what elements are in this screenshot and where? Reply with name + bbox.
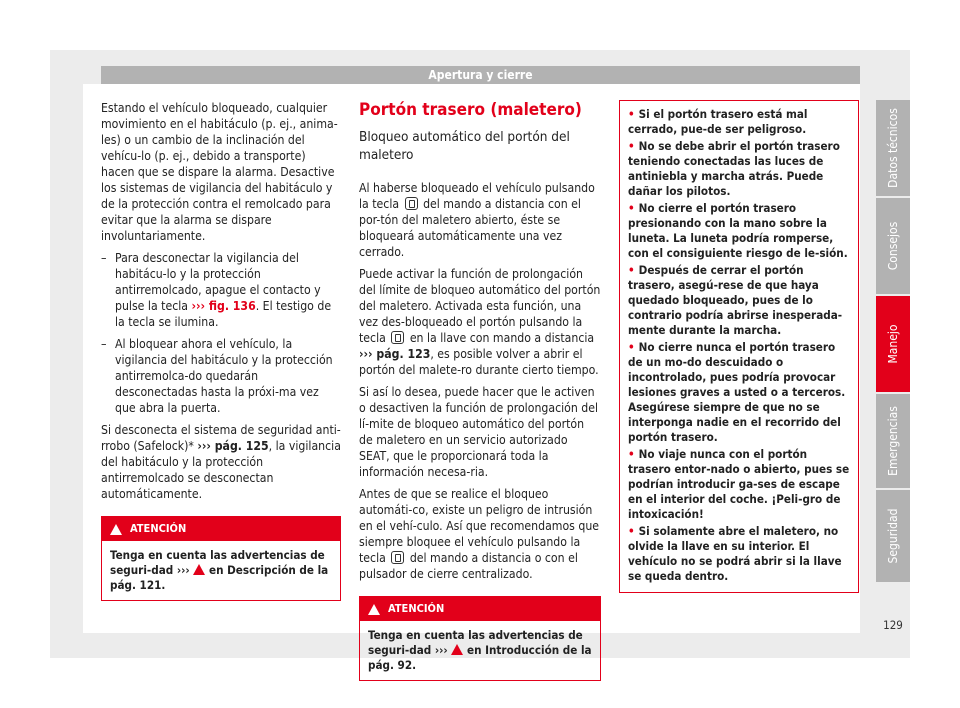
- paragraph-text-end: del mando a distancia o con el pulsador de cierre centralizado.: [359, 551, 578, 581]
- paragraph-text-end: , la vigilancia del habitáculo y la protección antirremolcado se desconectan automáticamente.: [101, 439, 341, 501]
- warning-triangle-icon: [368, 604, 380, 615]
- warning-title: ATENCIÓN: [388, 602, 445, 615]
- warning-link[interactable]: en Introducción de la pág. 92.: [368, 643, 592, 672]
- tab-label: Emergencias: [886, 406, 900, 476]
- lock-key-icon: [405, 197, 418, 210]
- bullet-text: Después de cerrar el portón trasero, asegú-rese de que haya quedado bloqueado, pues de lo contrario podría abrirse inesperada-mente durante la marcha.: [628, 263, 843, 337]
- bullet-icon: •: [628, 107, 635, 121]
- section-header: Apertura y cierre: [101, 66, 860, 84]
- column-middle: [359, 100, 601, 681]
- tab-seguridad[interactable]: [876, 490, 910, 582]
- list-item: [101, 336, 341, 422]
- tab-label: Consejos: [886, 221, 900, 271]
- bullet-icon: •: [628, 139, 635, 153]
- paragraph: Si así lo desea, puede hacer que le activen o desactiven la función de prolongación del lí-mite de bloqueo automático del portón de maletero en un servicio autorizado SEAT, que le proporcionará toda la información necesa-ria.: [359, 385, 599, 479]
- warning-body: [102, 541, 340, 600]
- tab-consejos[interactable]: [876, 198, 910, 294]
- bullet-text: Si el portón trasero está mal cerrado, pue-de ser peligroso.: [628, 107, 808, 136]
- warning-text: Tenga en cuenta las advertencias de seguri-dad ›››: [110, 548, 325, 577]
- intro-paragraph: Estando el vehículo bloqueado, cualquier movimiento en el habitáculo (p. ej., anima-les) o un cambio de la inclinación del vehícu-lo (p. ej., debido a transporte) hacen que se dispare la alarma. Desactive los sistemas de vigilancia del habitáculo y de la protección contra el remolcado para evitar que la alarma se dispare involuntariamente.: [101, 101, 338, 243]
- list-item-text: Al bloquear ahora el vehículo, la vigilancia del habitáculo y la protección antirremolca-do quedarán desconectadas hasta la próxi-ma vez que abra la puerta.: [115, 337, 333, 415]
- warning-title: ATENCIÓN: [130, 522, 187, 535]
- bullet-item: [628, 447, 850, 522]
- paragraph-text: Puede activar la función de prolongación del límite de bloqueo automático del portón del maletero. Activada esta función, una vez des-bloqueado el portón pulsando la tecla: [359, 267, 601, 345]
- dash-marker: –: [101, 251, 107, 265]
- paragraph-text: Al haberse bloqueado el vehículo pulsando la tecla: [359, 181, 595, 211]
- warning-body: [360, 621, 600, 680]
- bullet-icon: •: [628, 201, 635, 215]
- bullet-item: [628, 201, 850, 261]
- bullet-text: Si solamente abre el maletero, no olvide la llave en su interior. El vehículo no se podrá abrir si la llave se queda dentro.: [628, 524, 842, 583]
- trunk-key-icon: [391, 331, 404, 344]
- paragraph-text: Antes de que se realice el bloqueo automáti-co, existe un peligro de intrusión en el vehí-culo. Así que recomendamos que siempre bloquee el vehículo pulsando la tecla: [359, 487, 600, 565]
- paragraph-text-end: , es posible volver a abrir el portón del malete-ro durante cierto tiempo.: [359, 347, 599, 377]
- bullet-text: No cierre el portón trasero presionando con la mano sobre la luneta. La luneta podría romperse, con el consiguiente riesgo de le-sión.: [628, 201, 848, 260]
- warning-bullets-box: [619, 100, 859, 593]
- page-link[interactable]: ››› pág. 125: [197, 439, 269, 453]
- bullet-text: No cierre nunca el portón trasero de un mo-do descuidado o incontrolado, pues podría provocar lesiones graves a usted o a terceros. Asegúrese siempre de que no se interponga nadie en el recorrido del portón trasero.: [628, 340, 846, 444]
- lock-key-icon: [391, 551, 404, 564]
- bullet-text: No viaje nunca con el portón trasero entor-nado o abierto, pues se podrían introducir ga-ses de escape en el interior del coche. ¡Peli-gro de intoxicación!: [628, 447, 850, 521]
- subsection-title: Bloqueo automático del portón del maletero: [359, 129, 570, 163]
- tab-emergencias[interactable]: [876, 394, 910, 488]
- warning-triangle-icon: [110, 524, 122, 535]
- bullet-item: [628, 263, 850, 338]
- tab-label: Datos técnicos: [886, 108, 900, 188]
- warning-triangle-icon: [451, 644, 463, 655]
- bullet-icon: •: [628, 524, 635, 538]
- column-right: [619, 100, 859, 593]
- page-link[interactable]: ››› pág. 123: [359, 347, 431, 361]
- bullet-icon: •: [628, 447, 635, 461]
- tab-label: Manejo: [886, 324, 900, 364]
- bullet-item: [628, 524, 850, 584]
- tab-datos-tecnicos[interactable]: [876, 100, 910, 196]
- bullet-item: [628, 107, 850, 137]
- list-item-text: Para desconectar la vigilancia del habitácu-lo y la protección antirremolcado, apague el contacto y pulse la tecla: [115, 251, 321, 313]
- column-left: [101, 100, 341, 601]
- warning-header: [102, 517, 340, 541]
- list-item: [101, 250, 341, 336]
- warning-triangle-icon: [193, 564, 205, 575]
- paragraph: [359, 266, 601, 378]
- bullet-icon: •: [628, 340, 635, 354]
- list-item-text-end: . El testigo de la tecla se ilumina.: [115, 299, 332, 329]
- warning-box: [359, 596, 601, 681]
- bullet-item: [628, 139, 850, 199]
- section-title: Portón trasero (maletero): [359, 100, 582, 120]
- fig-link[interactable]: ››› fig. 136: [191, 299, 256, 313]
- warning-link[interactable]: en Descripción de la pág. 121.: [110, 563, 329, 592]
- bullet-text: No se debe abrir el portón trasero teniendo conectadas las luces de antiniebla y marcha atrás. Puede dañar los pilotos.: [628, 139, 840, 198]
- bullet-icon: •: [628, 263, 635, 277]
- paragraph-text: Si desconecta el sistema de seguridad anti-rrobo (Safelock)*: [101, 423, 341, 453]
- warning-header: [360, 597, 600, 621]
- tab-label: Seguridad: [886, 508, 900, 564]
- paragraph: [359, 486, 601, 582]
- paragraph-text-mid: en la llave con mando a distancia: [409, 331, 595, 345]
- bullet-item: [628, 340, 850, 445]
- paragraph: [359, 180, 601, 260]
- warning-box: [101, 516, 341, 601]
- tab-manejo[interactable]: [876, 296, 910, 392]
- page-number: 129: [883, 618, 903, 632]
- warning-text: Tenga en cuenta las advertencias de seguri-dad ›››: [368, 628, 583, 657]
- dash-marker: –: [101, 337, 107, 351]
- paragraph-text-end: del mando a distancia con el por-tón del maletero abierto, éste se bloqueará automáticamente una vez cerrado.: [359, 197, 581, 259]
- safelock-paragraph: [101, 422, 341, 502]
